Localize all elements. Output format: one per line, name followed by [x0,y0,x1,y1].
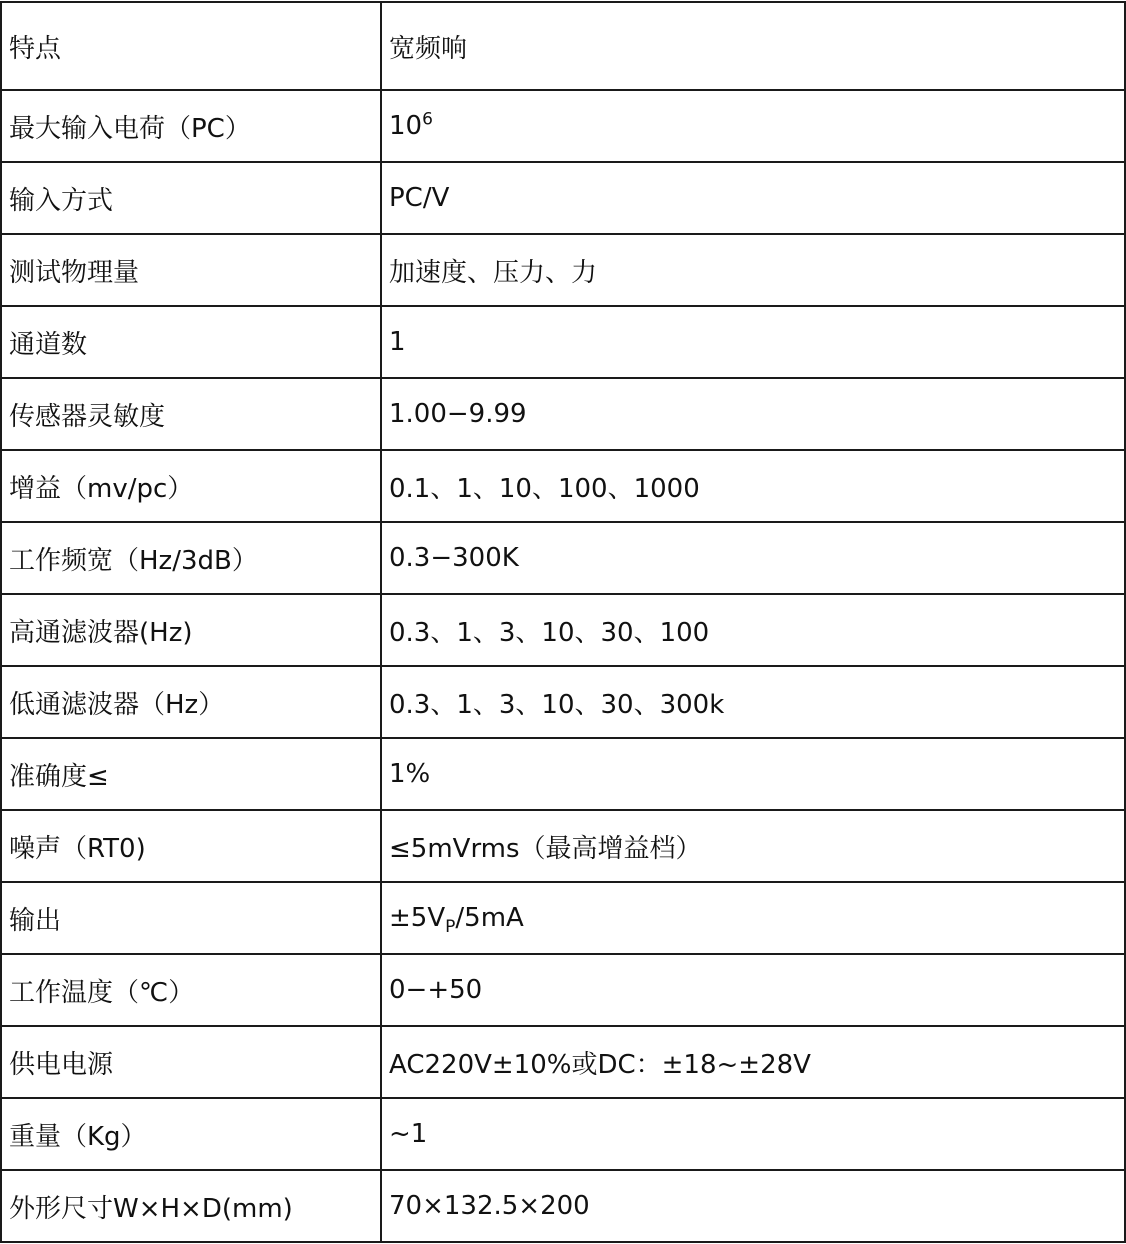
table-row [1,378,1125,450]
spec-value: 0.3、1、3、10、30、300k [381,666,1125,738]
spec-value: 0.3−300K [381,522,1125,594]
spec-label: 通道数 [1,306,381,378]
spec-label: 测试物理量 [1,234,381,306]
spec-value: ≤5mVrms（最高增益档） [381,810,1125,882]
spec-label: 工作频宽（Hz/3dB） [1,522,381,594]
spec-label: 高通滤波器(Hz) [1,594,381,666]
spec-value-suffix: /5mA [455,903,524,933]
table-row [1,1026,1125,1098]
spec-value-exponent: 6 [422,109,433,130]
spec-label: 重量（Kg） [1,1098,381,1170]
table-row [1,1170,1125,1242]
table-row [1,810,1125,882]
spec-label: 传感器灵敏度 [1,378,381,450]
spec-label: 准确度≤ [1,738,381,810]
spec-value: 0.3、1、3、10、30、100 [381,594,1125,666]
spec-label: 最大输入电荷（PC） [1,90,381,162]
table-row [1,450,1125,522]
spec-value [381,90,1125,162]
spec-label: 输入方式 [1,162,381,234]
spec-value [381,882,1125,954]
spec-table [0,1,1126,1243]
table-row [1,954,1125,1026]
spec-label: 增益（mv/pc） [1,450,381,522]
spec-value: 1 [381,306,1125,378]
table-row [1,234,1125,306]
spec-value: 1% [381,738,1125,810]
spec-value-subscript: P [445,917,456,938]
table-row [1,522,1125,594]
spec-label: 输出 [1,882,381,954]
spec-label: 外形尺寸W×H×D(mm) [1,1170,381,1242]
spec-value: 0−+50 [381,954,1125,1026]
table-row [1,1098,1125,1170]
table-row [1,882,1125,954]
spec-value: 加速度、压力、力 [381,234,1125,306]
spec-value-base: 10 [389,111,423,141]
table-row [1,90,1125,162]
table-row [1,666,1125,738]
table-row [1,738,1125,810]
spec-label: 噪声（RT0) [1,810,381,882]
spec-value: PC/V [381,162,1125,234]
spec-value: 1.00−9.99 [381,378,1125,450]
spec-value: 0.1、1、10、100、1000 [381,450,1125,522]
spec-value: AC220V±10%或DC：±18~±28V [381,1026,1125,1098]
spec-label: 低通滤波器（Hz） [1,666,381,738]
spec-value-base: ±5V [389,903,446,933]
table-row [1,306,1125,378]
spec-value: ~1 [381,1098,1125,1170]
table-row [1,594,1125,666]
spec-label: 工作温度（℃） [1,954,381,1026]
spec-label: 特点 [1,2,381,90]
table-row [1,162,1125,234]
spec-value: 宽频响 [381,2,1125,90]
spec-label: 供电电源 [1,1026,381,1098]
table-row [1,2,1125,90]
spec-value: 70×132.5×200 [381,1170,1125,1242]
